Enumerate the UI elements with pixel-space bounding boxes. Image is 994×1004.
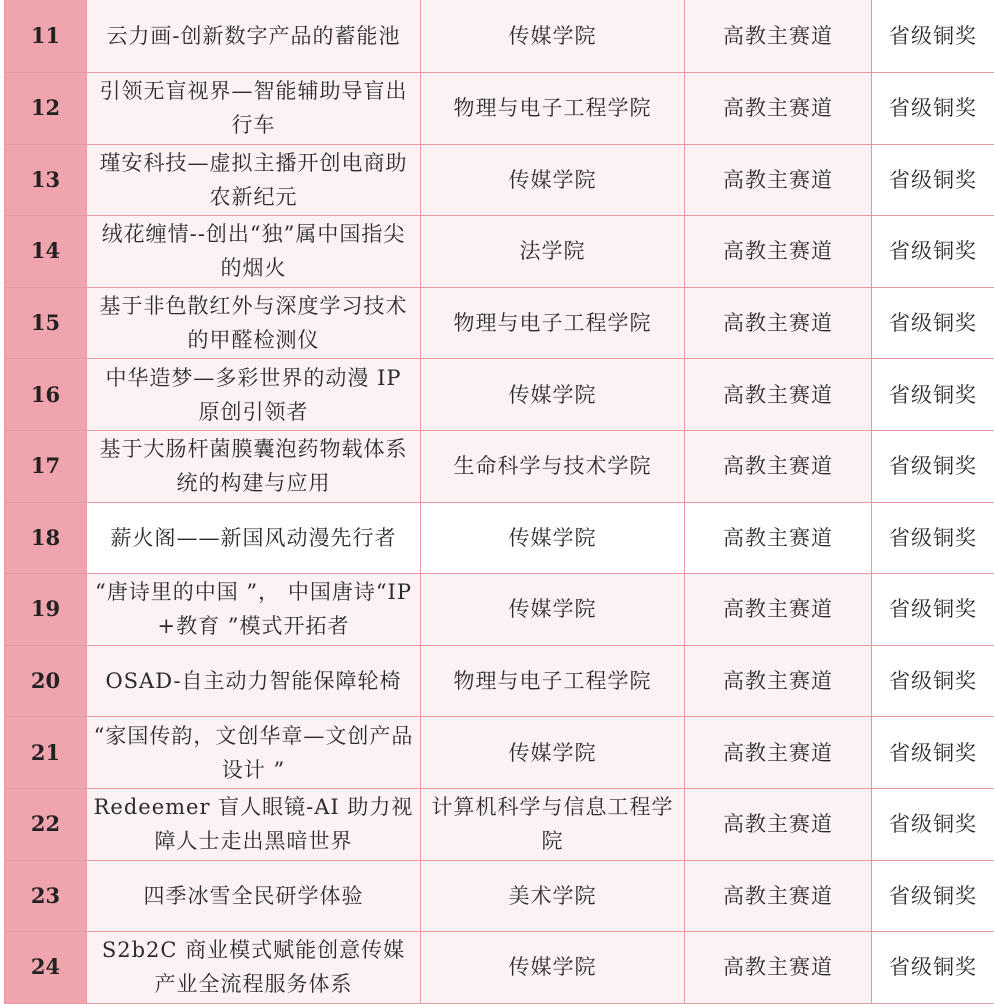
project-name: 引领无盲视界—智能辅助导盲出行车 [87, 73, 421, 145]
row-number: 19 [5, 574, 87, 646]
table-row [5, 0, 994, 73]
project-name: S2b2C 商业模式赋能创意传媒产业全流程服务体系 [87, 932, 421, 1004]
competition-track: 高教主赛道 [685, 0, 872, 73]
competition-track: 高教主赛道 [685, 860, 872, 932]
row-number: 23 [5, 860, 87, 932]
competition-track: 高教主赛道 [685, 144, 872, 216]
row-number: 18 [5, 502, 87, 574]
competition-track: 高教主赛道 [685, 430, 872, 502]
competition-track: 高教主赛道 [685, 216, 872, 288]
project-name: 中华造梦—多彩世界的动漫 IP 原创引领者 [87, 359, 421, 431]
competition-track: 高教主赛道 [685, 287, 872, 359]
row-number: 12 [5, 73, 87, 145]
row-number: 15 [5, 287, 87, 359]
table-row [5, 788, 994, 860]
project-name: OSAD-自主动力智能保障轮椅 [87, 645, 421, 717]
college-name: 物理与电子工程学院 [421, 73, 685, 145]
college-name: 物理与电子工程学院 [421, 287, 685, 359]
project-name: 基于大肠杆菌膜囊泡药物载体系统的构建与应用 [87, 430, 421, 502]
table-row [5, 144, 994, 216]
college-name: 美术学院 [421, 860, 685, 932]
row-number: 17 [5, 430, 87, 502]
project-name: 云力画-创新数字产品的蓄能池 [87, 0, 421, 73]
table-row [5, 717, 994, 789]
award-level: 省级铜奖 [872, 144, 994, 216]
college-name: 传媒学院 [421, 717, 685, 789]
competition-track: 高教主赛道 [685, 73, 872, 145]
project-name: 瑾安科技—虚拟主播开创电商助农新纪元 [87, 144, 421, 216]
project-name: 薪火阁——新国风动漫先行者 [87, 502, 421, 574]
college-name: 传媒学院 [421, 0, 685, 73]
row-number: 21 [5, 717, 87, 789]
row-number: 14 [5, 216, 87, 288]
award-level: 省级铜奖 [872, 430, 994, 502]
table-row [5, 287, 994, 359]
award-table-body [5, 0, 994, 1003]
award-level: 省级铜奖 [872, 0, 994, 73]
project-name: “家国传韵，文创华章—文创产品设计 ” [87, 717, 421, 789]
award-level: 省级铜奖 [872, 645, 994, 717]
competition-track: 高教主赛道 [685, 359, 872, 431]
award-level: 省级铜奖 [872, 860, 994, 932]
project-name: Redeemer 盲人眼镜-AI 助力视障人士走出黑暗世界 [87, 788, 421, 860]
row-number: 16 [5, 359, 87, 431]
college-name: 传媒学院 [421, 574, 685, 646]
award-level: 省级铜奖 [872, 287, 994, 359]
award-table [4, 0, 994, 1004]
award-level: 省级铜奖 [872, 788, 994, 860]
row-number: 13 [5, 144, 87, 216]
table-row [5, 73, 994, 145]
college-name: 法学院 [421, 216, 685, 288]
project-name: 基于非色散红外与深度学习技术的甲醛检测仪 [87, 287, 421, 359]
award-level: 省级铜奖 [872, 216, 994, 288]
project-name: 绒花缠情--创出“独”属中国指尖的烟火 [87, 216, 421, 288]
table-row [5, 359, 994, 431]
project-name: 四季冰雪全民研学体验 [87, 860, 421, 932]
competition-track: 高教主赛道 [685, 788, 872, 860]
college-name: 传媒学院 [421, 502, 685, 574]
college-name: 传媒学院 [421, 932, 685, 1004]
award-level: 省级铜奖 [872, 574, 994, 646]
college-name: 计算机科学与信息工程学院 [421, 788, 685, 860]
row-number: 11 [5, 0, 87, 73]
award-level: 省级铜奖 [872, 502, 994, 574]
college-name: 生命科学与技术学院 [421, 430, 685, 502]
row-number: 24 [5, 932, 87, 1004]
table-row [5, 574, 994, 646]
row-number: 22 [5, 788, 87, 860]
college-name: 传媒学院 [421, 144, 685, 216]
award-level: 省级铜奖 [872, 359, 994, 431]
competition-track: 高教主赛道 [685, 645, 872, 717]
college-name: 物理与电子工程学院 [421, 645, 685, 717]
project-name: “唐诗里的中国 ”， 中国唐诗“IP+教育 ”模式开拓者 [87, 574, 421, 646]
table-row [5, 645, 994, 717]
college-name: 传媒学院 [421, 359, 685, 431]
competition-track: 高教主赛道 [685, 574, 872, 646]
table-row [5, 860, 994, 932]
competition-track: 高教主赛道 [685, 717, 872, 789]
award-level: 省级铜奖 [872, 932, 994, 1004]
row-number: 20 [5, 645, 87, 717]
competition-track: 高教主赛道 [685, 502, 872, 574]
award-level: 省级铜奖 [872, 717, 994, 789]
table-row [5, 932, 994, 1004]
table-row [5, 216, 994, 288]
table-row [5, 430, 994, 502]
award-level: 省级铜奖 [872, 73, 994, 145]
competition-track: 高教主赛道 [685, 932, 872, 1004]
table-row [5, 502, 994, 574]
